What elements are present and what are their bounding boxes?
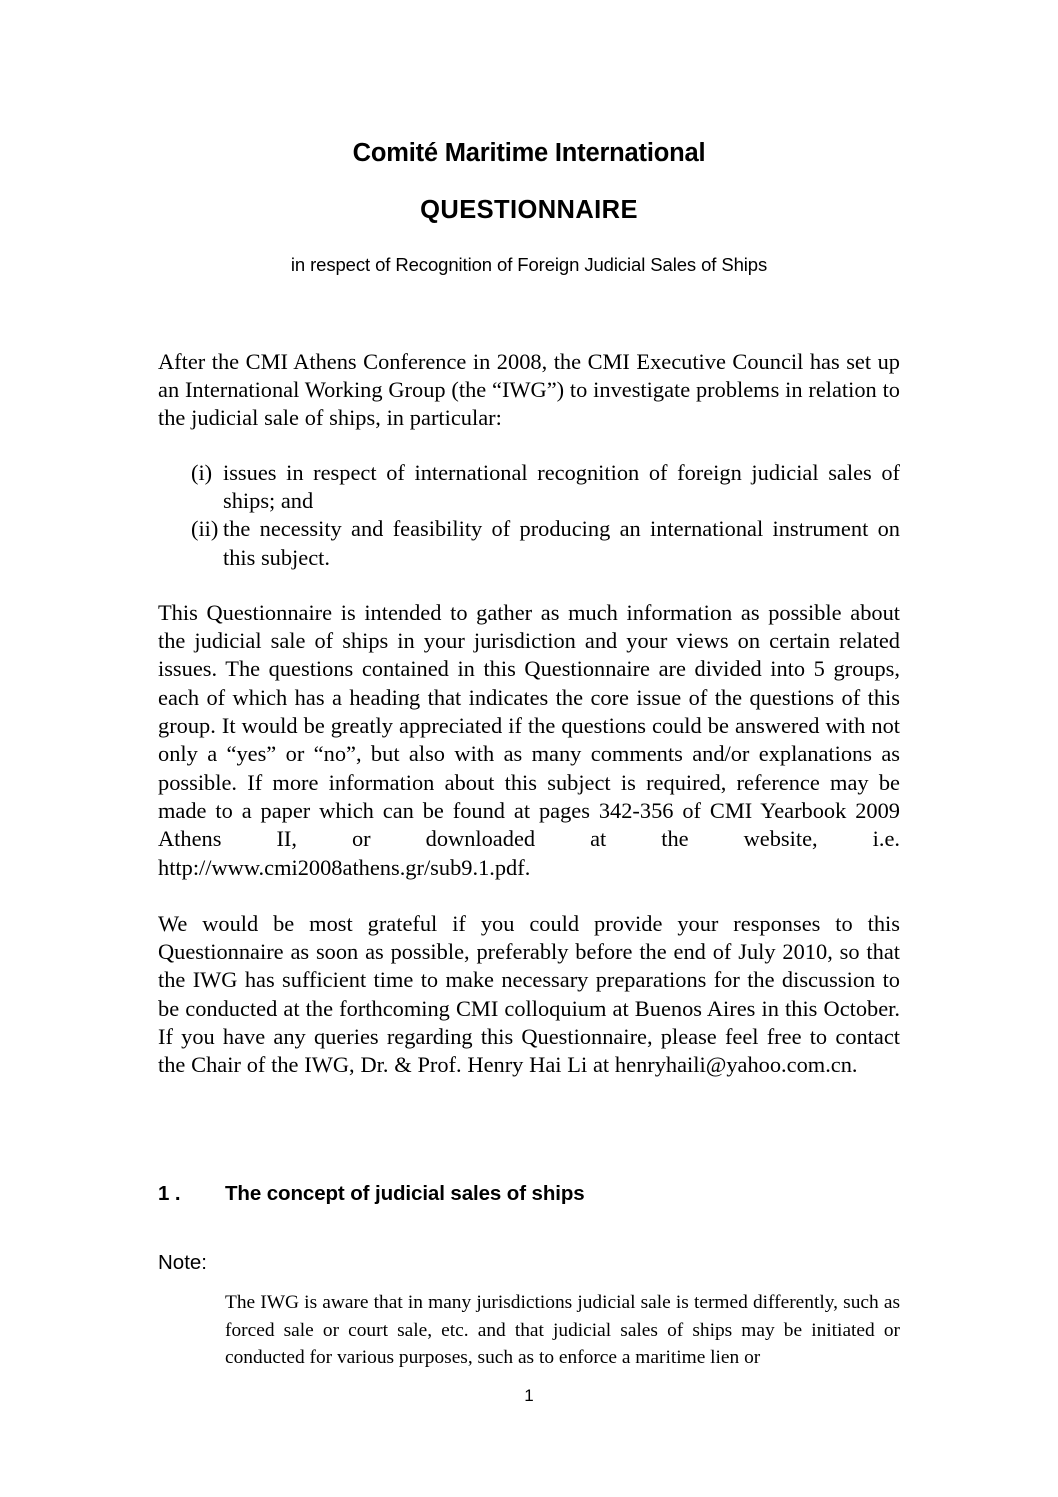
intro-paragraph-1: After the CMI Athens Conference in 2008, the CMI Executive Council has set up an International Working Group (the “IWG”) to investigate problems in relation to the judicial sale of ships, in particular: — [158, 348, 900, 431]
list-item-marker: (i) — [191, 459, 213, 485]
document-tagline: in respect of Recognition of Foreign Judicial Sales of Ships — [290, 253, 768, 275]
intro-paragraph-3: We would be most grateful if you could provide your responses to this Questionnaire as soon as possible, preferably before the end of July 2010, so that the IWG has sufficient time to make necessary preparations for the discussion to be conducted at the forthcoming CMI colloquium at Buenos Aires in this October. If you have any queries regarding this Questionnaire, please feel free to contact the Chair of the IWG, Dr. & Prof. Henry Hai Li at henryhaili@yahoo.com.cn. — [158, 910, 900, 1078]
note-label: Note: — [158, 1250, 207, 1274]
page-content-column — [158, 0, 900, 1372]
intro-roman-list — [158, 459, 900, 572]
list-item — [158, 515, 900, 572]
section-number: 1 . — [158, 1181, 181, 1205]
document-type-heading: QUESTIONNAIRE — [420, 196, 638, 225]
section-heading-1 — [158, 1080, 900, 1206]
section-title: The concept of judicial sales of ships — [225, 1181, 585, 1205]
note-text: The IWG is aware that in many jurisdictions judicial sale is termed differently, such as forced sale or court sale, etc. and that judicial sales of ships may be initiated or conducted for various purposes, such as to enforce a maritime lien or — [225, 1292, 900, 1369]
list-item-label: issues in respect of international recognition of foreign judicial sales of ships; and — [223, 459, 900, 513]
page-number-footer: 1 — [524, 1386, 534, 1405]
list-item-label: the necessity and feasibility of producing an international instrument on this subject. — [223, 516, 900, 570]
intro-paragraph-2: This Questionnaire is intended to gather as much information as possible about the judicial sale of ships in your jurisdiction and your views on certain related issues. The questions contained in this Questionnaire are divided into 5 groups, each of which has a heading that indicates the core issue of the questions of this group. It would be greatly appreciated if the questions could be answered with not only a “yes” or “no”, but also with as many comments and/or explanations as possible. If more information about this subject is required, reference may be made to a paper which can be found at pages 342-356 of CMI Yearbook 2009 Athens II, or downloaded at the website, i.e. http://www.cmi2008athens.gr/sub9.1.pdf. — [158, 599, 900, 880]
list-item-marker: (ii) — [191, 516, 219, 542]
list-item — [158, 459, 900, 516]
page-title: Comité Maritime International — [352, 139, 706, 167]
